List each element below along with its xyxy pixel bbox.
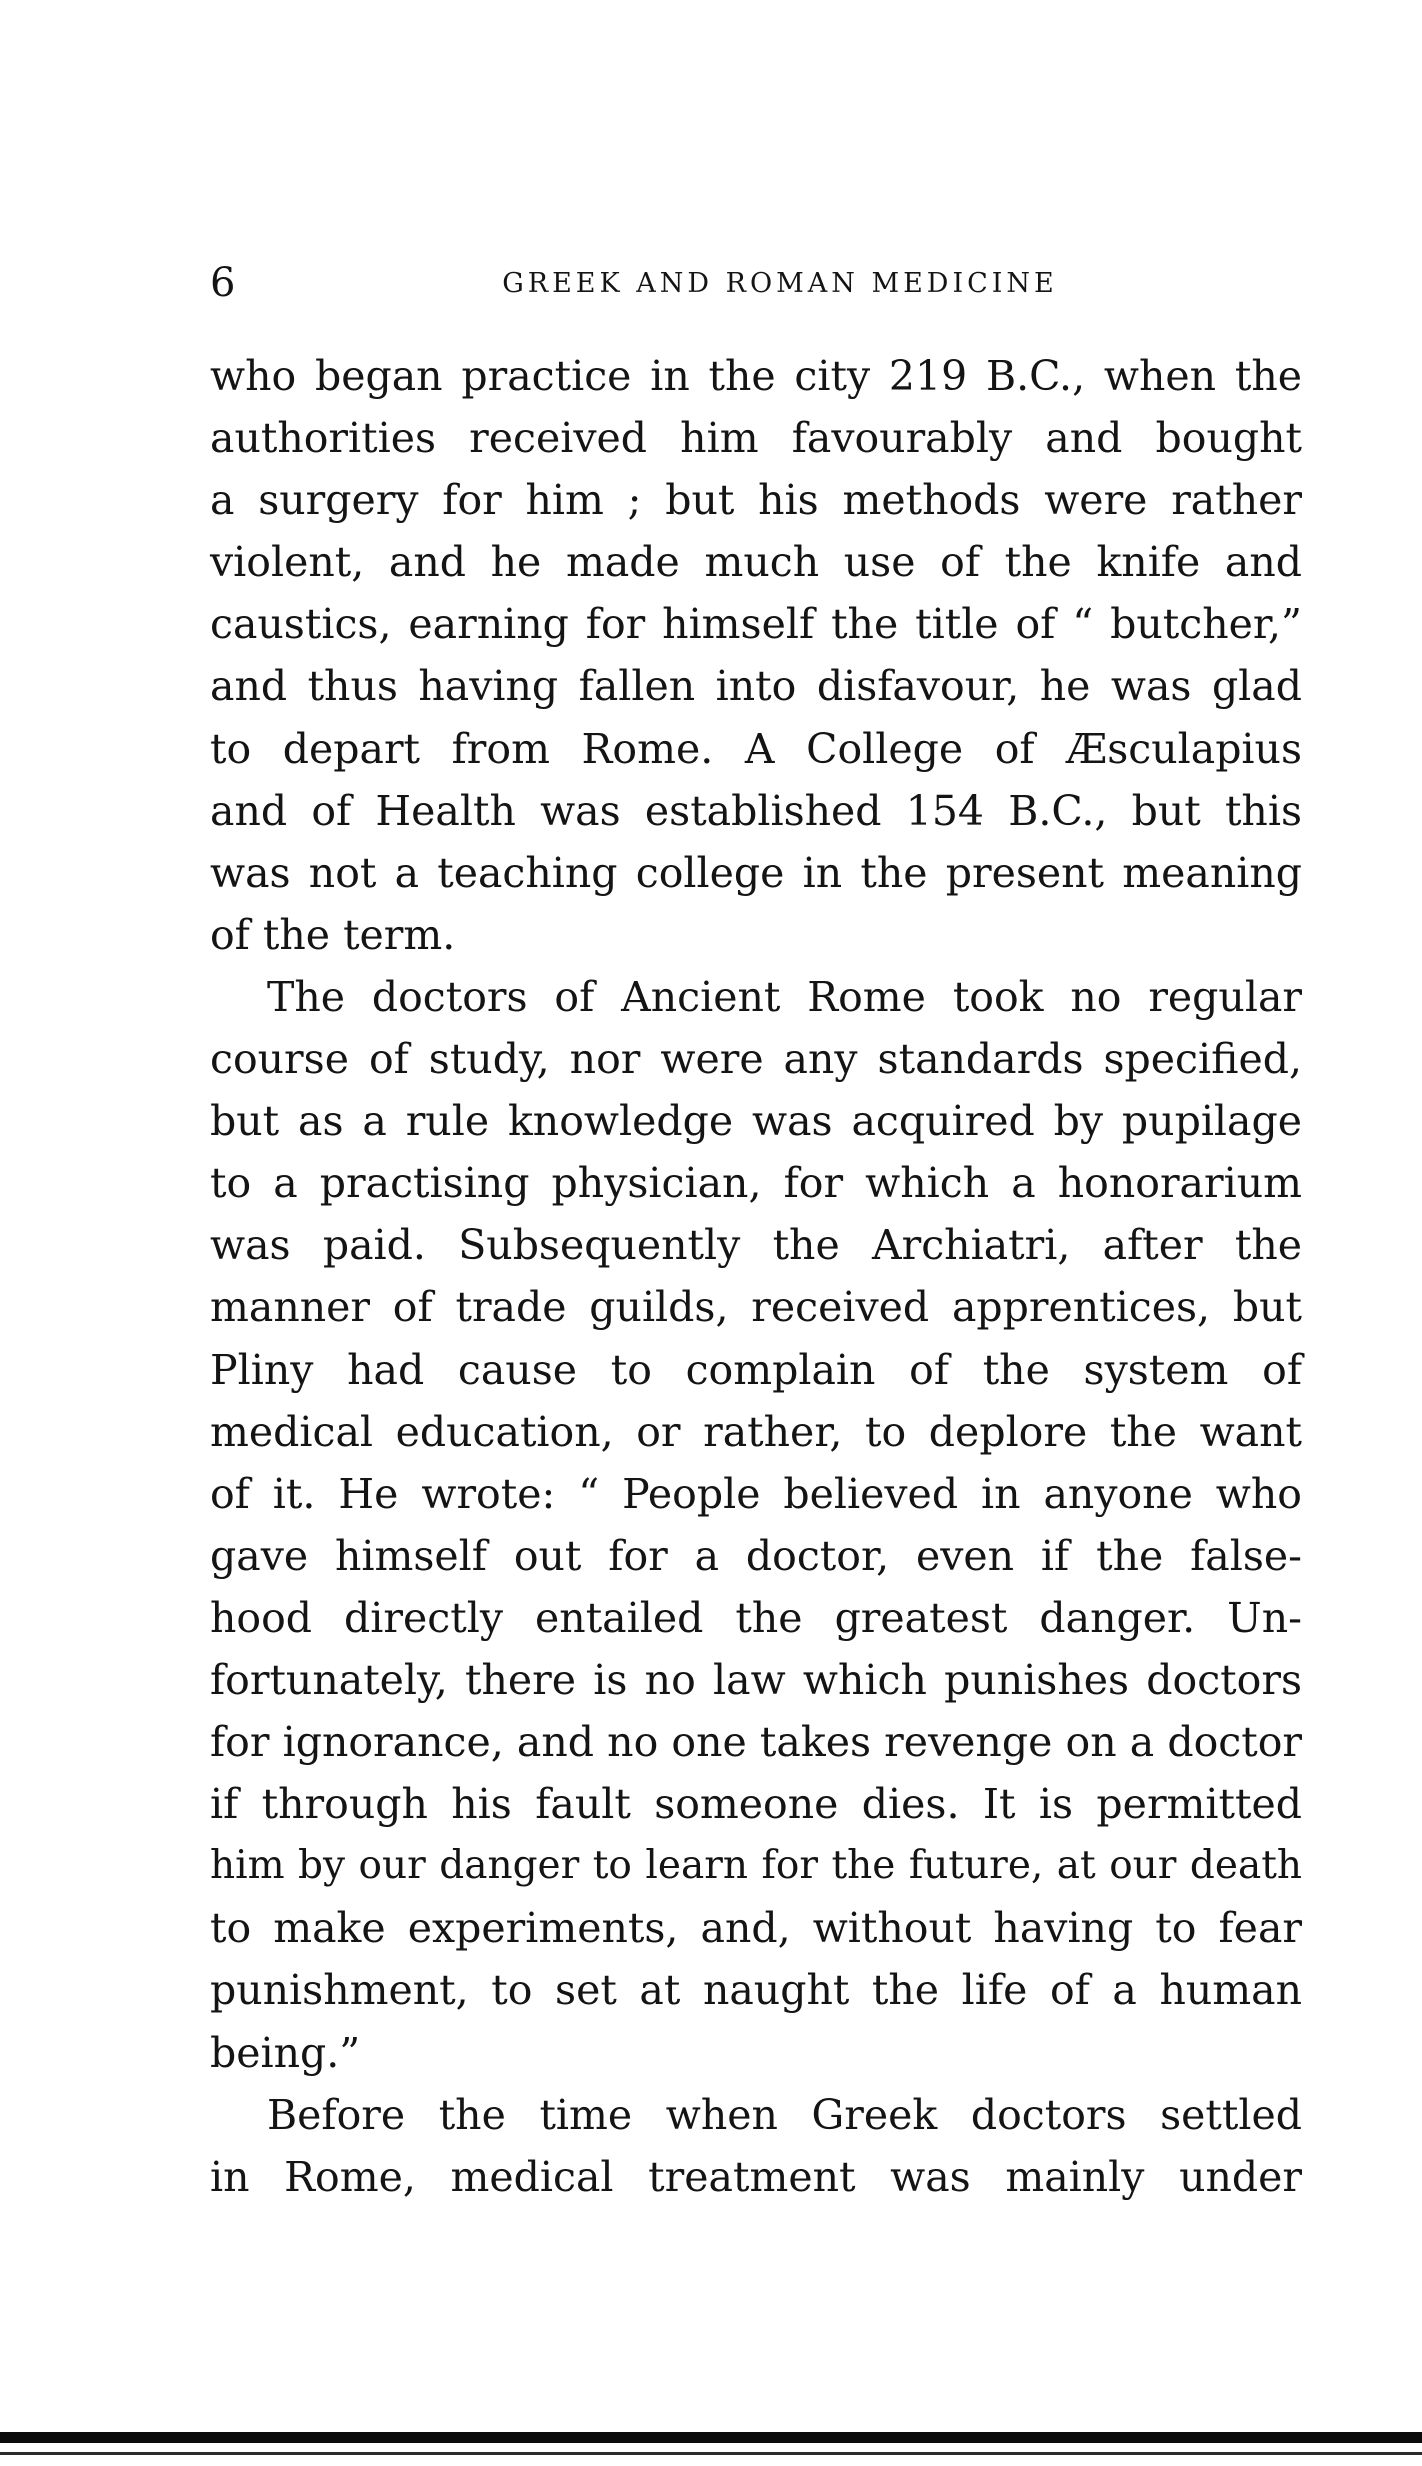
scan-edge-line	[0, 2452, 1422, 2455]
text-line: was not a teaching college in the present meaning	[210, 848, 1302, 897]
text-line: if through his fault someone dies. It is permitted	[210, 1780, 1302, 1829]
text-line: him by our danger to learn for the future, at our death	[210, 1843, 1302, 1889]
text-line: to depart from Rome. A College of Æsculapius	[210, 724, 1302, 773]
text-line: fortunately, there is no law which punishes doctors	[210, 1655, 1302, 1704]
page-number: 6	[210, 260, 236, 306]
text-line: to a practising physician, for which a honorarium	[210, 1159, 1302, 1208]
text-line: course of study, nor were any standards specified,	[210, 1035, 1302, 1084]
text-line: punishment, to set at naught the life of a human	[210, 1966, 1302, 2015]
text-line: but as a rule knowledge was acquired by pupilage	[210, 1097, 1302, 1146]
text-line: being.”	[210, 2028, 361, 2077]
book-title: GREEK AND ROMAN MEDICINE	[502, 268, 1058, 299]
scan-edge-bar	[0, 2432, 1422, 2443]
text-line: hood directly entailed the greatest danger. Un-	[210, 1593, 1302, 1642]
text-line: and of Health was established 154 B.C., but this	[210, 786, 1302, 835]
text-line: a surgery for him ; but his methods were rather	[210, 476, 1302, 525]
text-line: caustics, earning for himself the title of “ butcher,”	[210, 600, 1302, 649]
text-line: in Rome, medical treatment was mainly under	[210, 2152, 1302, 2201]
running-head	[210, 258, 1320, 308]
text-line: violent, and he made much use of the knife and	[210, 538, 1302, 587]
text-line: Pliny had cause to complain of the system of	[210, 1345, 1302, 1394]
text-line: to make experiments, and, without having to fear	[210, 1904, 1302, 1953]
text-line: authorities received him favourably and bought	[210, 414, 1302, 463]
text-line: of it. He wrote: “ People believed in anyone who	[210, 1469, 1302, 1518]
text-line: was paid. Subsequently the Archiatri, after the	[210, 1221, 1302, 1270]
text-line: and thus having fallen into disfavour, he was glad	[210, 662, 1302, 711]
text-line: for ignorance, and no one takes revenge on a doctor	[210, 1718, 1302, 1767]
text-line: medical education, or rather, to deplore the want	[210, 1407, 1302, 1456]
body-text	[210, 345, 1302, 2208]
text-line: manner of trade guilds, received apprentices, but	[210, 1283, 1302, 1332]
paragraph-first-line: The doctors of Ancient Rome took no regular	[267, 972, 1302, 1021]
text-line: of the term.	[210, 910, 456, 959]
text-line: gave himself out for a doctor, even if the false-	[210, 1531, 1302, 1580]
paragraph-first-line: Before the time when Greek doctors settled	[267, 2090, 1302, 2139]
text-line: who began practice in the city 219 B.C., when the	[210, 352, 1302, 400]
